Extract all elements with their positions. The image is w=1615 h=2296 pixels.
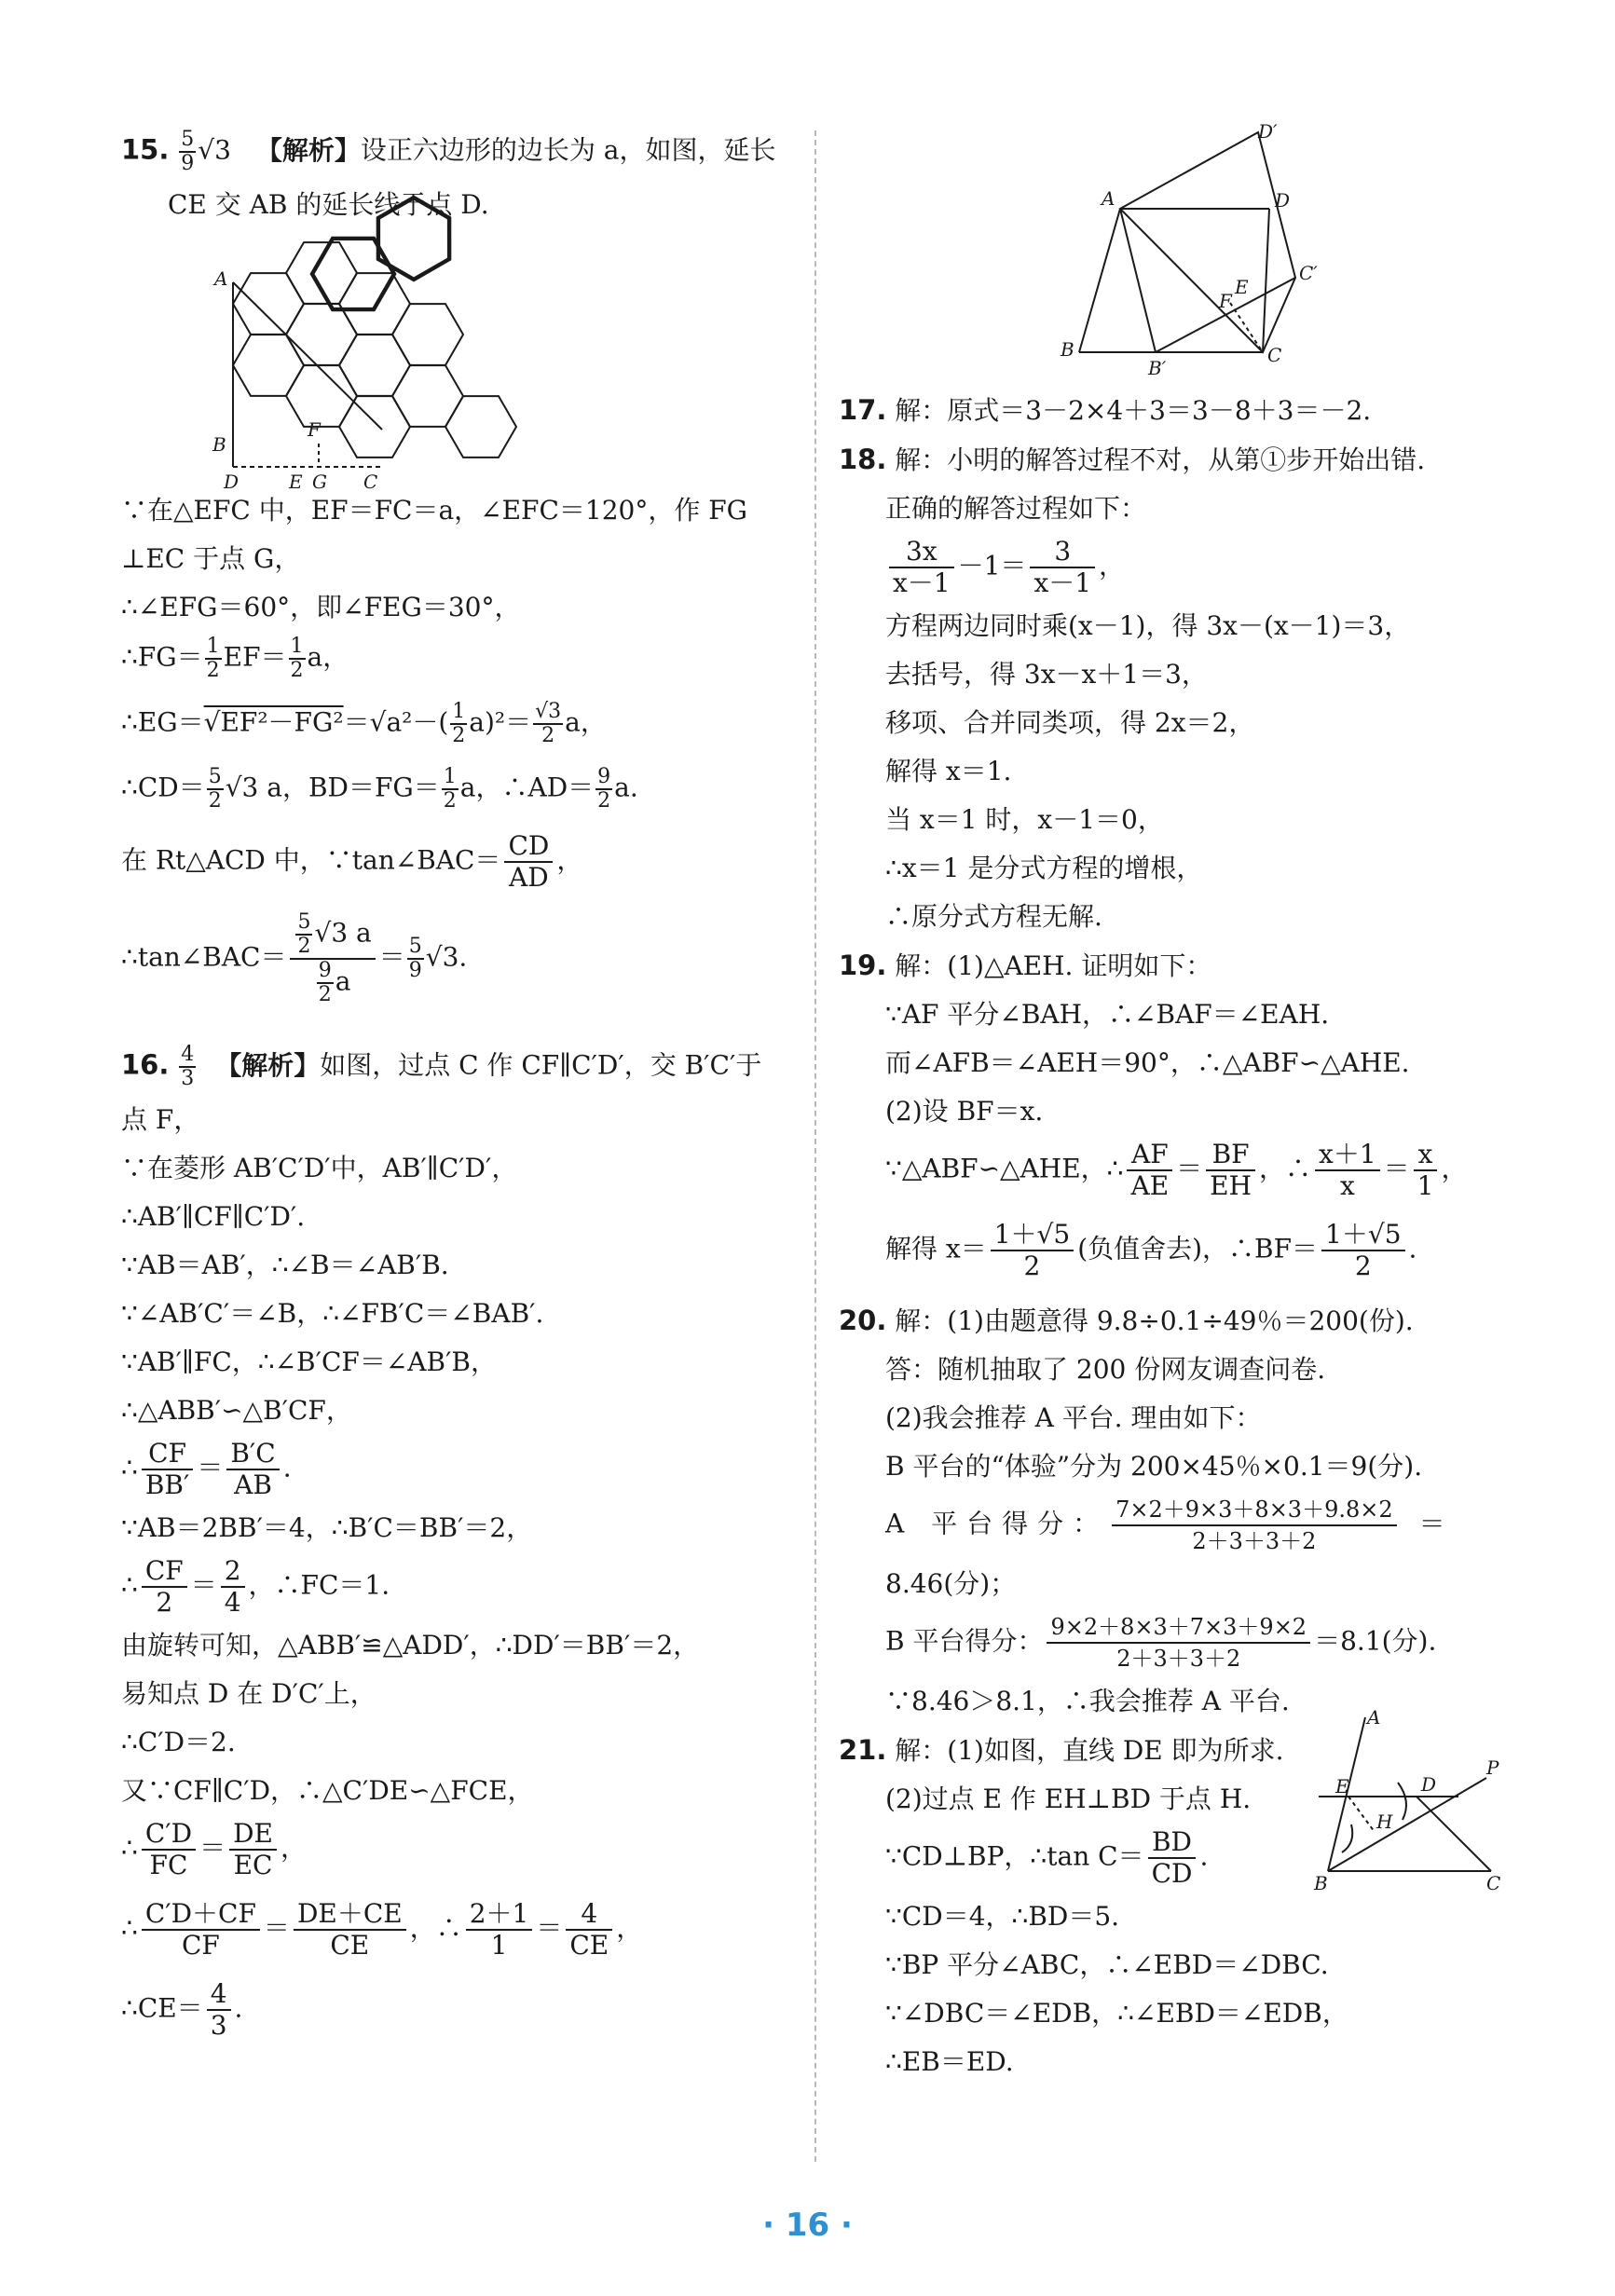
- line-ab: [1079, 209, 1120, 352]
- rhombus-figure: [839, 121, 1510, 391]
- q15-heading: [121, 121, 792, 175]
- q20-intro: 解：(1)由题意得 9.8÷0.1÷49％＝200(份).: [895, 1305, 1414, 1336]
- left-column: [121, 121, 792, 2050]
- answer-root: √3: [198, 134, 231, 166]
- answer-fraction: $\frac{5}{9}$: [181, 128, 195, 175]
- q18-line: ∴x＝1 是分式方程的增根，: [885, 853, 1203, 883]
- analysis-tag: 【解析】: [255, 134, 361, 166]
- hexagon-cell: [445, 396, 516, 458]
- q21-line: ∵BP 平分∠ABC，∴∠EBD＝∠DBC.: [885, 1949, 1329, 1980]
- q18-line: 正确的解答过程如下：: [885, 493, 1147, 524]
- q19-ratio-line: ∵△ABF∽△AHE，∴ $\frac{AF}{AE}$ ＝ $\frac{BF}{EH}$ ，∴ $\frac{x+1}{x}$ ＝ $\frac{x}{1}$ ，: [885, 1139, 1468, 1201]
- q15-eg-line: ∴EG＝√EF²－FG²＝√a²－( $\frac{1}{2}$ a)²＝ $\frac{√3}{2}$ a，: [121, 700, 607, 747]
- q21-block: [839, 1706, 1510, 2081]
- q16-line: 又∵CF∥C′D，∴△C′DE∽△FCE，: [121, 1775, 534, 1806]
- question-number: 16.: [121, 1048, 170, 1081]
- line-bc-prime: [1156, 278, 1295, 352]
- q19-heading: [839, 947, 1510, 985]
- line-cf: [1230, 303, 1263, 352]
- label-c-prime: C′: [1299, 262, 1318, 284]
- q20-line: (2)我会推荐 A 平台. 理由如下：: [885, 1402, 1262, 1433]
- label-d-prime: D′: [1258, 120, 1278, 143]
- hexagon-cell: [392, 365, 463, 427]
- hexagon-cell: [286, 304, 357, 365]
- q18-intro: 解：小明的解答过程不对，从第①步开始出错.: [895, 444, 1426, 475]
- label-b: B: [212, 433, 226, 456]
- q19-line: 而∠AFB＝∠AEH＝90°，∴△ABF∽△AHE.: [885, 1047, 1410, 1078]
- q16-line: 由旋转可知，△ABB′≌△ADD′，∴DD′＝BB′＝2，: [121, 1630, 700, 1660]
- hexagon-cell: [286, 365, 357, 427]
- q16-line: ∴C′D＝2.: [121, 1727, 236, 1757]
- label-a: A: [214, 267, 228, 290]
- q16-line: ∵AB′∥FC，∴∠B′CF＝∠AB′B，: [121, 1346, 498, 1377]
- q19-line: ∵AF 平分∠BAH，∴∠BAF＝∠EAH.: [885, 999, 1330, 1030]
- question-number: 21.: [839, 1734, 887, 1766]
- q21-line: ∵CD＝4，∴BD＝5.: [885, 1901, 1120, 1932]
- label-b: B: [1061, 338, 1074, 361]
- label-b: B: [1314, 1872, 1328, 1894]
- q16-intro: 如图，过点 C 作 CF∥C′D′，交 B′C′于: [320, 1049, 762, 1081]
- q16-fc-line: ∴ $\frac{CF}{2}$ ＝ $\frac{2}{4}$ ，∴FC＝1.: [121, 1555, 390, 1618]
- line-ab-prime: [1120, 209, 1156, 352]
- q20-line: 答：随机抽取了 200 份网友调查问卷.: [885, 1354, 1326, 1385]
- q16-line: ∴AB′∥CF∥C′D′.: [121, 1201, 306, 1232]
- answer-fraction: $\frac{4}{3}$: [181, 1043, 195, 1090]
- question-number: 17.: [839, 394, 887, 426]
- q15-intro-2: CE 交 AB 的延长线于点 D.: [168, 189, 489, 220]
- q21-intro: 解：(1)如图，直线 DE 即为所求.: [895, 1735, 1284, 1766]
- q16-line: ∵∠AB′C′＝∠B，∴∠FB′C＝∠BAB′.: [121, 1298, 544, 1329]
- q20-line: 8.46(分)；: [885, 1568, 1017, 1599]
- label-f: F: [1219, 290, 1232, 312]
- label-b-prime: B′: [1148, 357, 1167, 379]
- label-f: F: [308, 418, 321, 441]
- label-e: E: [1235, 276, 1249, 298]
- label-p: P: [1486, 1756, 1499, 1779]
- right-column: [839, 121, 1510, 2081]
- q17: [839, 391, 1510, 430]
- q16-line: ∵AB＝2BB′＝4，∴B′C＝BB′＝2，: [121, 1512, 533, 1543]
- label-e: E: [289, 471, 303, 493]
- label-c: C: [363, 471, 378, 493]
- q15-line: ⊥EC 于点 G，: [121, 543, 301, 574]
- q18-line: ∴原分式方程无解.: [885, 901, 1102, 932]
- label-a: A: [1367, 1706, 1381, 1729]
- label-h: H: [1376, 1811, 1393, 1833]
- q17-text: 解：原式＝3－2×4＋3＝3－8＋3＝－2.: [895, 395, 1372, 426]
- q21-tan-line: ∵CD⊥BP，∴tan C＝ $\frac{BD}{CD}$ .: [885, 1826, 1209, 1889]
- hexagon-cell: [392, 304, 463, 365]
- q18-equation: $\frac{3x}{x-1}$ －1＝ $\frac{3}{x-1}$ ，: [839, 527, 1510, 608]
- q15-intro: 设正六边形的边长为 a，如图，延长: [360, 134, 776, 166]
- q15-tan-line: 在 Rt△ACD 中，∵tan∠BAC＝ $\frac{CD}{AD}$ ，: [121, 830, 583, 893]
- column-divider: [814, 130, 816, 2162]
- bisector-figure: [1309, 1706, 1505, 1899]
- question-number: 18.: [839, 444, 887, 475]
- q20-b-score: B 平台得分： $\frac{9\times 2+8\times 3+7\times 3+9\times 2}{2+3+3+2}$ ＝8.1(分).: [885, 1614, 1437, 1672]
- q16-line: ∵在菱形 AB′C′D′中，AB′∥C′D′，: [121, 1153, 518, 1183]
- q20-line: B 平台的“体验”分为 200×45％×0.1＝9(分).: [885, 1451, 1423, 1482]
- q18-line: 移项、合并同类项，得 2x＝2，: [885, 707, 1255, 738]
- label-d: D: [1421, 1773, 1437, 1796]
- question-number: 20.: [839, 1305, 887, 1336]
- q18-line: 当 x＝1 时，x－1＝0，: [885, 804, 1164, 835]
- label-e: E: [1335, 1775, 1349, 1797]
- q15-result-line: ∴tan∠BAC＝ $\frac{5}{2}$ √3 a $\frac{9}{2}$ a ＝ $\frac{5}{9}$ √3.: [121, 910, 468, 1006]
- rhombus-outline: [1120, 132, 1295, 352]
- q16-sum-line: ∴ $\frac{C'D+CF}{CF}$ ＝ $\frac{DE+CE}{CE}$ ，∴ $\frac{2+1}{1}$ ＝ $\frac{4}{CE}$ ，: [121, 1898, 643, 1961]
- line-dc: [1263, 209, 1269, 352]
- q16-ce-line: ∴CE＝ $\frac{4}{3}$ .: [121, 1978, 243, 2041]
- q15-line: ∴∠EFG＝60°，即∠FEG＝30°，: [121, 592, 521, 622]
- q19-line: (2)设 BF＝x.: [885, 1096, 1044, 1127]
- q21-line: ∴EB＝ED.: [885, 2046, 1014, 2077]
- q19-intro: 解：(1)△AEH. 证明如下：: [895, 950, 1212, 981]
- q18-line: 解得 x＝1.: [885, 756, 1012, 786]
- q21-line: (2)过点 E 作 EH⊥BD 于点 H.: [885, 1784, 1252, 1814]
- hexagon-cell: [339, 396, 410, 458]
- label-d: D: [1275, 189, 1291, 212]
- q16-line: ∴△ABB′∽△B′CF，: [121, 1395, 352, 1426]
- page-number: · 16 ·: [762, 2207, 853, 2244]
- q19-solution-line: 解得 x＝ $\frac{1+√5}{2}$ (负值舍去)，∴BF＝ $\frac{1+√5}{2}$ .: [885, 1219, 1417, 1281]
- q18-line: 方程两边同时乘(x－1)，得 3x－(x－1)＝3，: [885, 610, 1411, 641]
- q16-ratio-line: ∴ $\frac{CF}{BB'}$ ＝ $\frac{B'C}{AB}$ .: [121, 1438, 292, 1500]
- hexagon-cell: [233, 273, 304, 335]
- hexagon-cell: [233, 335, 304, 396]
- q15-fg-line: ∴FG＝ $\frac{1}{2}$ EF＝ $\frac{1}{2}$ a，: [121, 635, 349, 682]
- q16-similar-line: ∴ $\frac{C'D}{FC}$ ＝ $\frac{DE}{EC}$ ，: [121, 1818, 307, 1880]
- label-g: G: [312, 471, 327, 493]
- hexagon-figure: [121, 229, 792, 493]
- hexagon-cell: [339, 335, 410, 396]
- q15-line: ∵在△EFC 中，EF＝FC＝a，∠EFC＝120°，作 FG: [121, 495, 748, 526]
- label-c: C: [1486, 1872, 1501, 1894]
- label-d: D: [224, 471, 240, 493]
- q15-cd-line: ∴CD＝ $\frac{5}{2}$ √3 a，BD＝FG＝ $\frac{1}{2}$ a，∴AD＝ $\frac{9}{2}$ a.: [121, 765, 638, 813]
- line-dc: [1417, 1797, 1491, 1871]
- q18-line: 去括号，得 3x－x＋1＝3，: [885, 659, 1208, 690]
- hexagon-grid: [233, 242, 516, 458]
- q21-line: ∵∠DBC＝∠EDB，∴∠EBD＝∠EDB，: [885, 1998, 1348, 2029]
- question-number: 19.: [839, 950, 887, 981]
- arc: [1342, 1824, 1352, 1852]
- q16-intro-2: 点 F，: [121, 1104, 200, 1135]
- q20-line: ∵8.46＞8.1，∴我会推荐 A 平台.: [885, 1686, 1290, 1716]
- question-number: 15.: [121, 133, 170, 166]
- q16-line: 易知点 D 在 D′C′上，: [121, 1678, 376, 1709]
- q16-line: ∵AB＝AB′，∴∠B＝∠AB′B.: [121, 1250, 449, 1280]
- q20-heading: [839, 1302, 1510, 1340]
- q16-heading: [121, 1044, 792, 1090]
- arc: [1398, 1783, 1406, 1820]
- q18-heading: [839, 441, 1510, 479]
- hexagon-cell: [286, 242, 357, 304]
- label-a: A: [1102, 187, 1115, 210]
- q20-a-score: A 平台得分： $\frac{7\times 2+9\times 3+8\times 3+9.8\times 2}{2+3+3+2}$ ＝: [885, 1496, 1445, 1554]
- analysis-tag: 【解析】: [215, 1049, 321, 1081]
- label-c: C: [1267, 344, 1282, 366]
